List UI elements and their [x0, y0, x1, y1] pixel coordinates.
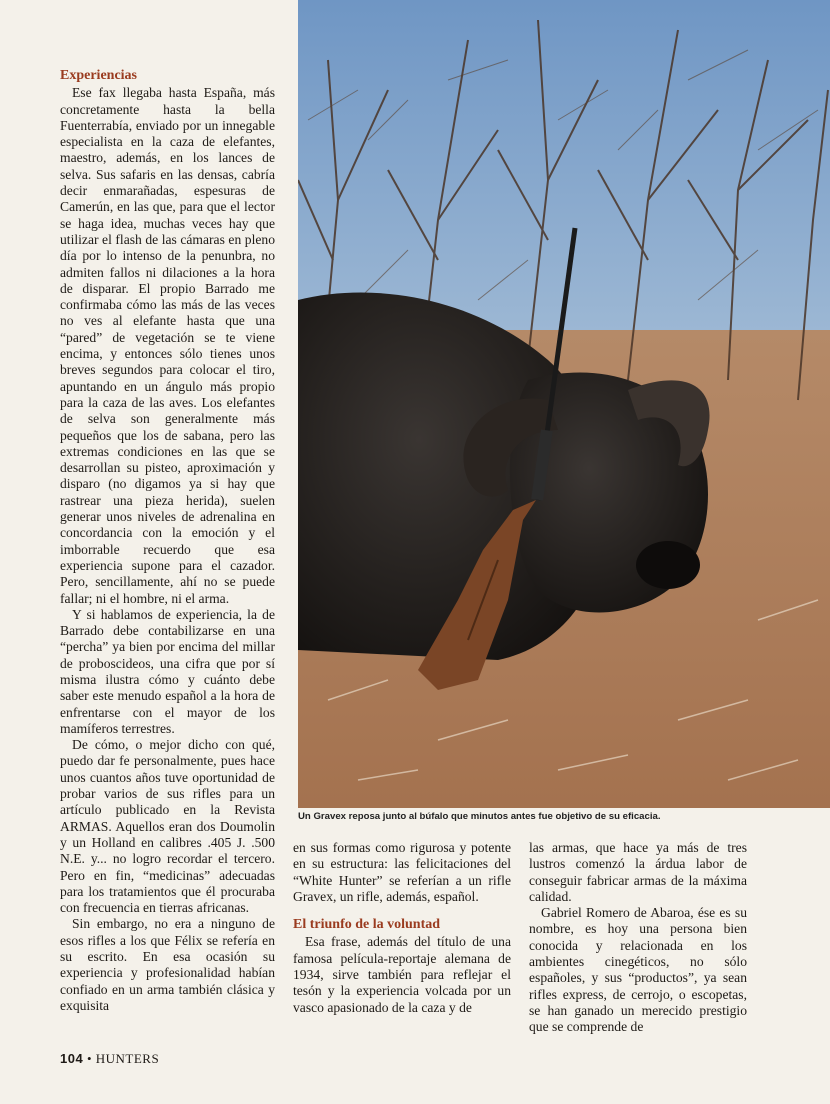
- section-heading-triunfo: El triunfo de la voluntad: [293, 917, 441, 933]
- paragraph: Ese fax llegaba hasta España, más concretamente hasta la bella Fuenterrabía, enviado por un innegable especialista en la caza de elefantes, maestro, además, en los lances de selva. Sus safaris en las densas, cabría decir enmarañadas, espesuras de Camerún, en las que, para que el lector se haga idea, muchas veces hay que utilizar el flash de las cámaras en pleno día por lo intenso de la penunbra, no admiten fallos ni dilaciones a la hora de disparar. El propio Barrado me confirmaba cómo las más de las veces no ves al elefante hasta que una “pared” de vegetación se te viene encima, y entonces sólo tienes unos breves segundos para colocar el tiro, apuntando en un ángulo más propio para la caza de las aves. Los elefantes de selva son generalmente más pequeños que los de sabana, pero las extremas condiciones en las que se desarrollan su pisteo, aproximación y disparo (no digamos ya si hay que rastrear una pieza herida), suelen generar unos niveles de adrenalina en concordancia con la emoción y el imborrable recuerdo que esa experiencia supone para el cazador. Pero, sencillamente, ahí no se puede fallar; ni el hombre, ni el arma.: [60, 85, 275, 606]
- paragraph: Gabriel Romero de Abaroa, ése es su nombre, es hoy una persona bien conocida y relacionada en los ambientes cinegéticos, no sólo españoles, y sus “productos”, ya sean rifles express, de cerrojo, o escopetas, se han ganado un merecido prestigio que se comprende de: [529, 905, 747, 1035]
- paragraph: Sin embargo, no era a ninguno de esos rifles a los que Félix se refería en su escrito. En esa ocasión su experiencia y profesionalidad habían confiado en un arma también clásica y exquisita: [60, 916, 275, 1013]
- section-heading-experiencias: Experiencias: [60, 68, 137, 83]
- buffalo-hunting-photo: [298, 0, 830, 808]
- footer-separator: •: [86, 1051, 93, 1066]
- article-column-2: [293, 840, 511, 1016]
- paragraph: De cómo, o mejor dicho con qué, puedo dar fe personalmente, pues hace unos cuantos años tuve oportunidad de probar varios de sus rifles para un artículo publicado en la Revista ARMAS. Aquellos eran dos Doumolin y un Holland en calibres .405 J. .500 N.E. y... no logro recordar el tercero. Pero en fin, “medicinas” adecuadas para los tratamientos que él procuraba con frecuencia en tierras africanas.: [60, 737, 275, 916]
- paragraph: Y si hablamos de experiencia, la de Barrado debe contabilizarse en una “percha” ya bien por encima del millar de proboscideos, una cifra que por sí misma ilustra cómo y cuánto debe saber este menudo español a la hora de enfrentarse con el mayor de los mamíferos terrestres.: [60, 606, 275, 736]
- paragraph: Esa frase, además del título de una famosa película-reportaje alemana de 1934, sirve también para reflejar el tesón y la experiencia volcada por un vasco apasionado de la caza y de: [293, 934, 511, 1015]
- magazine-name: HUNTERS: [95, 1051, 160, 1066]
- photo-caption: Un Gravex reposa junto al búfalo que minutos antes fue objetivo de su eficacia.: [298, 811, 661, 822]
- article-column-1: [60, 68, 275, 1014]
- article-column-3: [529, 840, 747, 1036]
- paragraph: en sus formas como rigurosa y potente en su estructura: las felicitaciones del “White Hunter” se referían a un rifle Gravex, un rifle, además, español.: [293, 840, 511, 904]
- page-footer: [60, 1051, 159, 1067]
- page-number: 104: [60, 1051, 84, 1066]
- paragraph: las armas, que hace ya más de tres lustros comenzó la árdua labor de conseguir fabricar armas de la máxima calidad.: [529, 840, 747, 904]
